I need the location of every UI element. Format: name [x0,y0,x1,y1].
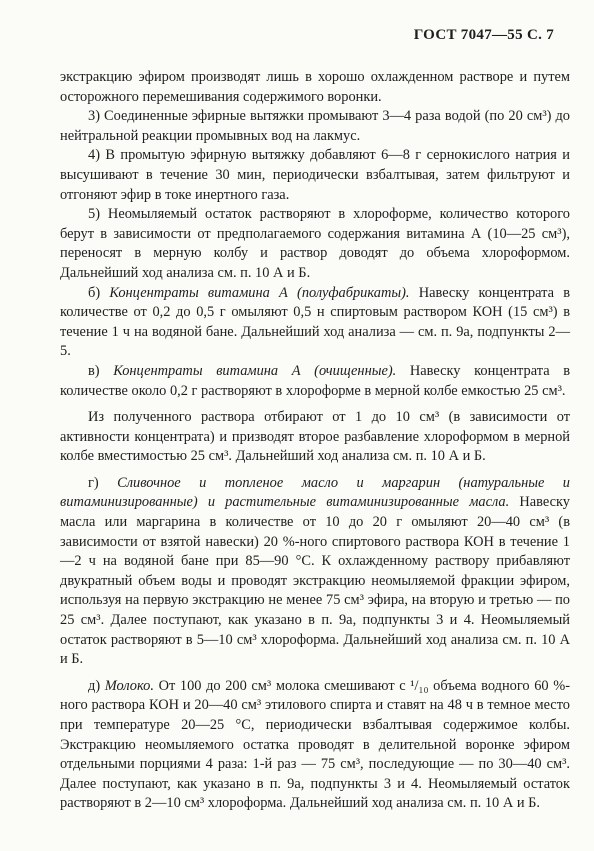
section-g-text: Навеску масла или маргарина в количестве от 10 до 20 г омыляют 20—40 см³ (в зависимости от взятой навески) 20 %-ного спиртового раствора КОН в течение 1—2 ч на водяной бане при 85—90 °С. К охлажденному раствору прибавляют двукратный объем воды и проводят экстракцию неомыляемой фракции эфиром, используя на первую экстракцию не менее 75 см³ эфира, на вторую и третью — по 25 см³. Далее поступают, как указано в п. 9а, подпункты 3 и 4. Неомыляемый остаток растворяют в 5—10 см³ хлороформа. Дальнейший ход анализа см. п. 10 А и Б. [60,494,570,668]
paragraph-section-g [60,474,570,670]
paragraph-section-b [60,284,570,362]
section-b-lead: б) [88,284,110,301]
section-d-title: Молоко. [104,677,154,694]
paragraph-step-3: 3) Соединенные эфирные вытяжки промывают 3—4 раза водой (по 20 см³) до нейтральной реакции промывных вод на лакмус. [60,108,570,144]
section-v-lead: в) [88,362,114,379]
section-d-lead: д) [88,677,105,694]
section-g-lead: г) [88,474,118,491]
paragraph-extraction-continued: экстракцию эфиром производят лишь в хорошо охлажденном растворе и путем осторожного перемешивания содержимого воронки. [60,69,570,105]
page-header: ГОСТ 7047—55 С. 7 [413,27,554,43]
section-g-title: Сливочное и топленое масло и маргарин (натуральные и витаминизированные) и растительные витаминизированные масла. [60,474,570,511]
section-v-title: Концентраты витамина А (очищенные). [113,362,397,379]
paragraph-section-d [60,677,570,814]
document-body [60,68,570,814]
section-v-text: Навеску концентрата в количестве около 0,2 г растворяют в хлороформе в мерной колбе емкостью 25 см³. [60,362,571,399]
section-b-title: Концентраты витамина А (полуфабрикаты). [109,284,410,301]
paragraph-section-v-dilution: Из полученного раствора отбирают от 1 до 10 см³ (в зависимости от активности концентрата) и призводят второе разбавление хлороформом в мерной колбе вместимостью 25 см³. Дальнейший ход анализа см. п. 10 А и Б. [60,409,570,465]
section-b-text: Навеску концентрата в количестве от 0,2 до 0,5 г омыляют 0,5 н спиртовым раствором КОН (15 см³) в течение 1 ч на водяной бане. Дальнейший ход анализа — см. п. 9а, подпункты 2—5. [60,284,571,360]
paragraph-step-5: 5) Неомыляемый остаток растворяют в хлороформе, количество которого берут в зависимости от предполагаемого содержания витамина А (10—25 см³), переносят в мерную колбу и раствор доводят до объема хлороформом. Дальнейший ход анализа см. п. 10 А и Б. [60,206,570,281]
paragraph-section-v [60,362,570,401]
paragraph-step-4: 4) В промытую эфирную вытяжку добавляют 6—8 г сернокислого натрия и высушивают в течение 30 мин, периодически взбалтывая, затем фильтруют и отгоняют эфир в токе инертного газа. [60,147,570,203]
section-d-text: От 100 до 200 см³ молока смешивают с ¹/₁₀ объема водного 60 %-ного раствора КОН и 20—40 см³ этилового спирта и ставят на 48 ч в темное место при температуре 20—25 °С, периодически взбалтывая содержимое колбы. Экстракцию неомыляемого остатка проводят в делительной воронке эфиром отдельными порциями 4 раза: 1-й раз — 75 см³, последующие — по 30—40 см³. Далее поступают, как указано в п. 9а, подпункты 3 и 4. Неомыляемый остаток растворяют в 2—10 см³ хлороформа. Дальнейший ход анализа см. п. 10 А и Б. [60,677,570,812]
